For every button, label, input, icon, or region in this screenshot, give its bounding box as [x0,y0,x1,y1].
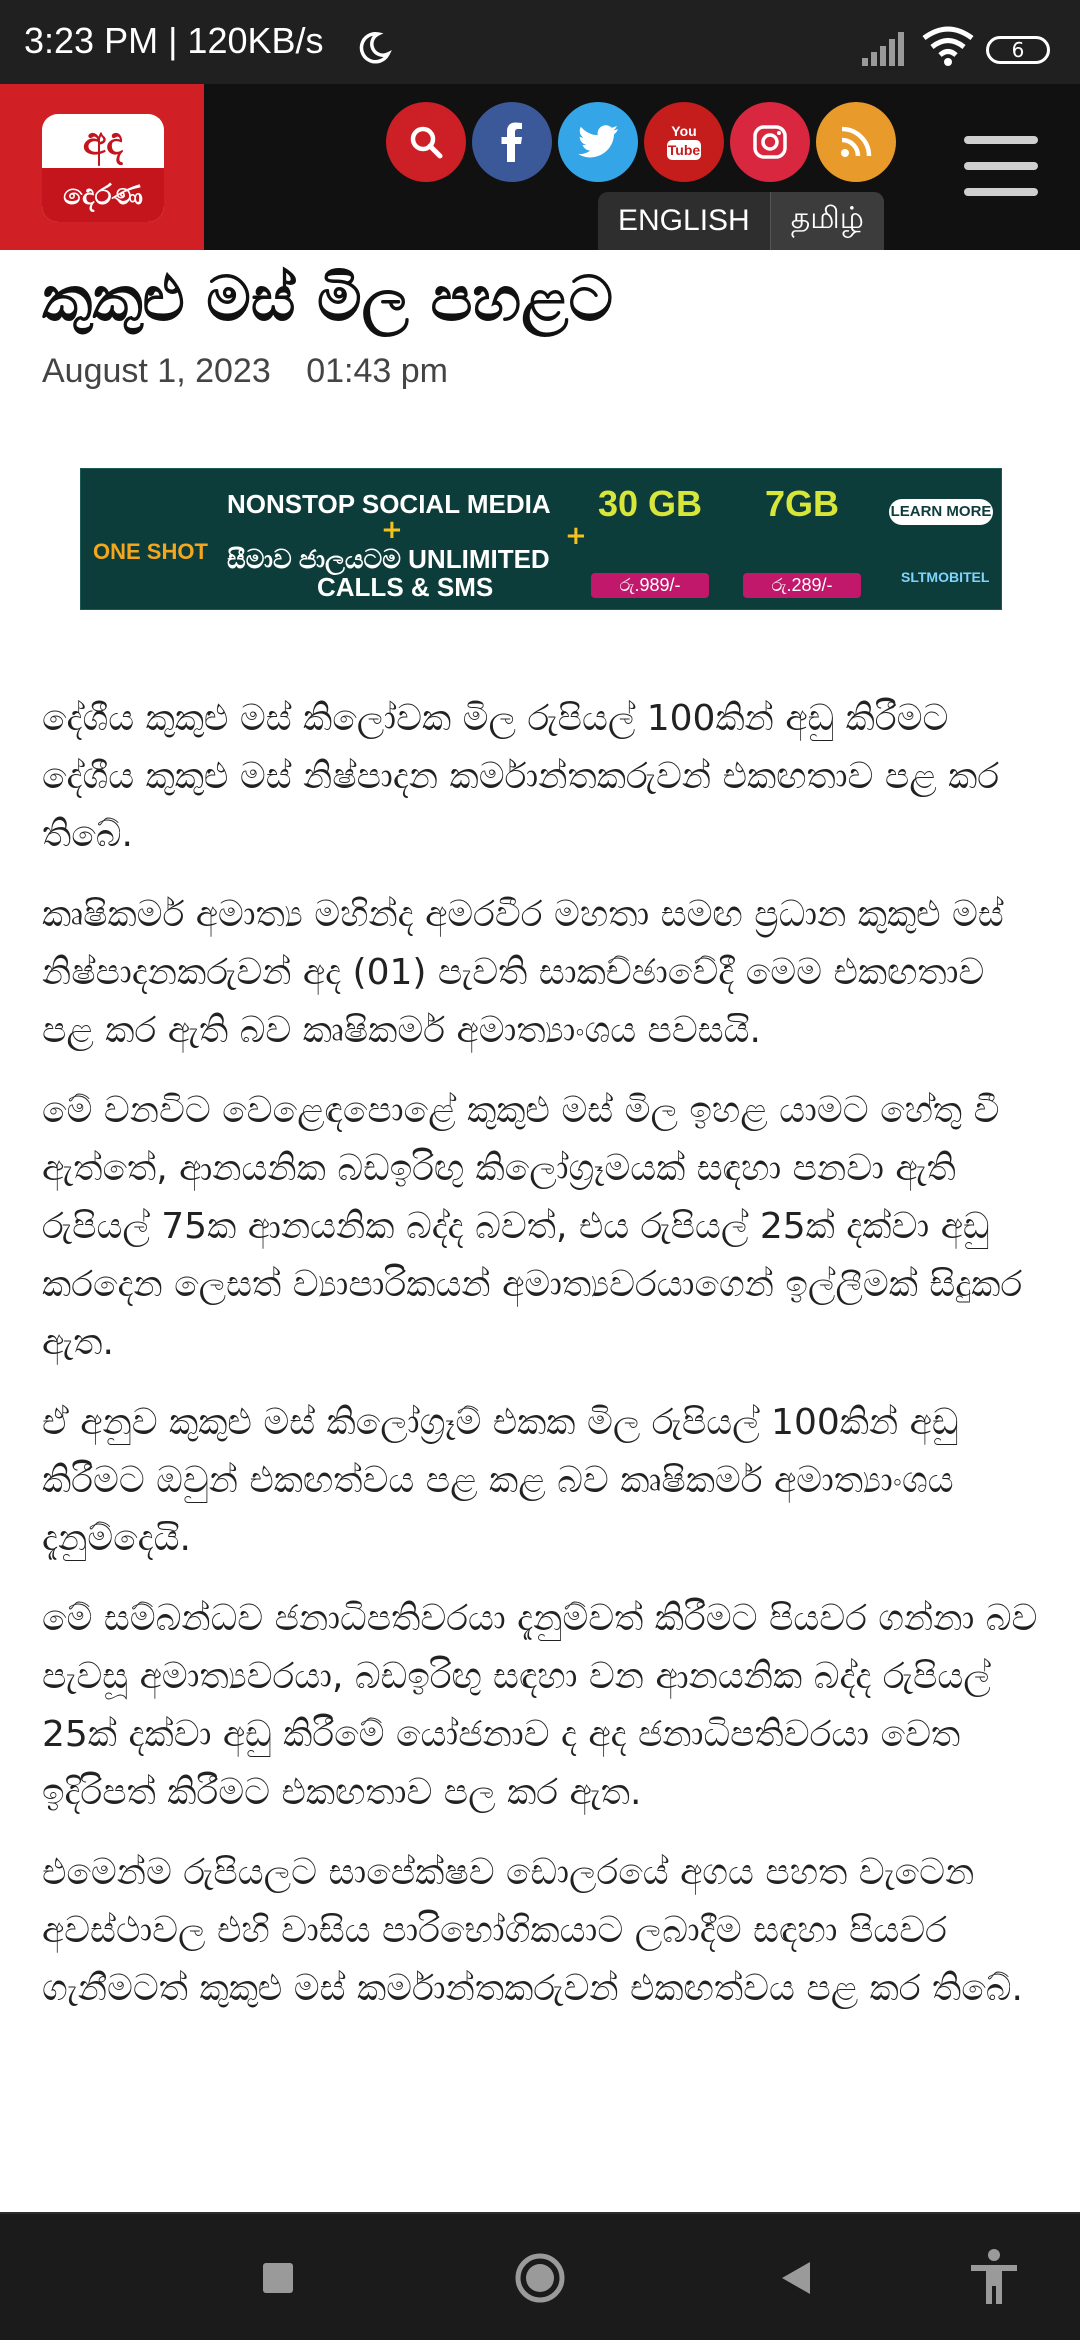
article-paragraph: ඒ අනුව කුකුළු මස් කිලෝග්‍රෑම් එකක මිල රුපියල් 100කින් අඩු කිරීමට ඔවුන් එකඟත්වය පළ කළ බව කෘෂිකර්ම අමාත්‍යාංශය දැනුම්දෙයි. [42,1402,959,1559]
ad-subline [227,545,550,601]
site-header [0,84,1080,250]
facebook-icon [501,122,523,162]
article-body [42,690,1042,2040]
hamburger-icon [964,136,1038,144]
search-icon [408,124,444,160]
signal-icon [860,28,910,68]
article-paragraph: එමෙන්ම රුපියලට සාපේක්ෂව ඩොලරයේ අගය පහත වැටෙන අවස්ථාවල එහි වාසිය පාරිභෝගිකයාට ලබාදීම සඳහා පියවර ගැනීමටත් කුකුළු මස් කර්මාන්තකරුවන් එකඟත්වය පළ කර තිබේ. [42,1852,1023,2009]
ad-pack-1 [591,485,709,598]
site-logo[interactable] [0,84,204,250]
article-paragraph: කෘෂිකර්ම අමාත්‍ය මහින්ද අමරවීර මහතා සමඟ ප්‍රධාන කුකුළු මස් නිෂ්පාදනකරුවන් අද (01) පැවති සාකච්ඡාවේදී මෙම එකඟතාව පළ කර ඇති බව කෘෂිකර්ම අමාත්‍යාංශය පවසයි. [42,894,1004,1051]
youtube-icon [665,122,703,162]
instagram-button[interactable] [730,102,810,182]
rss-icon [840,126,872,158]
ad-pack-2 [743,485,861,598]
ad-plus-icon: + [565,521,587,551]
home-circle-icon [514,2252,566,2304]
ad-banner[interactable] [80,468,1002,610]
twitter-button[interactable] [558,102,638,182]
facebook-button[interactable] [472,102,552,182]
logo-badge [42,114,164,222]
ad-learn-more-button[interactable]: LEARN MORE [889,499,993,525]
ad-plus-icon: + [381,515,403,545]
article-paragraph: මේ සම්බන්ධව ජනාධිපතිවරයා දැනුම්වත් කිරීමට පියවර ගන්නා බව පැවසූ අමාත්‍යවරයා, බඩඉරිඟු සඳහා වන ආනයනික බද්ද රුපියල් 25ක් දක්වා අඩු කිරීමේ යෝජනාව ද අද ජනාධිපතිවරයා වෙත ඉදිරිපත් කිරීමට එකඟතාව පල කර ඇත. [42,1598,1038,1813]
status-time-speed: 3:23 PM | 120KB/s [24,20,324,61]
ad-pack-1-data: 30 GB [597,483,703,524]
language-english-link[interactable]: ENGLISH [598,192,770,250]
rss-button[interactable] [816,102,896,182]
ad-headline: NONSTOP SOCIAL MEDIA [227,489,551,519]
youtube-button[interactable] [644,102,724,182]
ad-sponsor-logo: SLTMOBITEL [901,569,990,585]
back-button[interactable] [764,2246,828,2310]
home-button[interactable] [508,2246,572,2310]
logo-line2: දෙරණ [42,168,164,222]
menu-button[interactable] [964,136,1038,198]
article-dateline [42,352,448,391]
article-time: 01:43 pm [306,352,448,390]
language-switcher [598,192,884,250]
accessibility-button[interactable] [962,2246,1026,2310]
svg-text:Tube: Tube [667,142,701,158]
article-paragraph: දේශීය කුකුළු මස් කිලෝවක මිල රුපියල් 100කින් අඩු කිරීමට දේශීය කුකුළු මස් නිෂ්පාදන කර්මාන්තකරුවන් එකඟතාව පළ කර තිබේ. [42,698,1000,855]
wifi-icon [922,26,974,66]
accessibility-icon [967,2248,1021,2308]
article-paragraph: මේ වනවිට වෙළෙඳපොළේ කුකුළු මස් මිල ඉහළ යාමට හේතු වී ඇත්තේ, ආනයනික බඩඉරිඟු කිලෝග්‍රෑමයක් සඳහා පනවා ඇති රුපියල් 75ක ආනයනික බද්ද බවත්, එය රුපියල් 25ක් දක්වා අඩු කරදෙන ලෙසත් ව්‍යාපාරිකයන් අමාත්‍යවරයාගෙන් ඉල්ලීමක් සිදුකර ඇත. [42,1090,1023,1363]
moon-icon [356,30,392,66]
battery-indicator: 6 [986,36,1050,64]
recents-button[interactable] [246,2246,310,2310]
system-nav-bar [0,2212,1080,2340]
search-button[interactable] [386,102,466,182]
article-title: කුකුළු මස් මිල පහළට [42,262,614,335]
ad-subline-1: සීමාව ජාලයටම UNLIMITED [227,544,550,574]
twitter-icon [578,125,618,159]
recents-square-icon [261,2261,295,2295]
svg-text:You: You [671,123,697,139]
article-date: August 1, 2023 [42,352,271,390]
ad-pack-2-price: රු.289/- [743,573,861,598]
status-bar [0,0,1080,84]
ad-subline-2: CALLS & SMS [317,572,494,602]
ad-brand: ONE SHOT [93,539,208,564]
instagram-icon [752,124,788,160]
language-tamil-link[interactable]: தமிழ் [770,192,884,250]
logo-line1: අද [82,118,124,163]
ad-pack-1-price: රු.989/- [591,573,709,598]
back-triangle-icon [778,2258,814,2298]
ad-pack-2-data: 7GB [764,483,840,524]
